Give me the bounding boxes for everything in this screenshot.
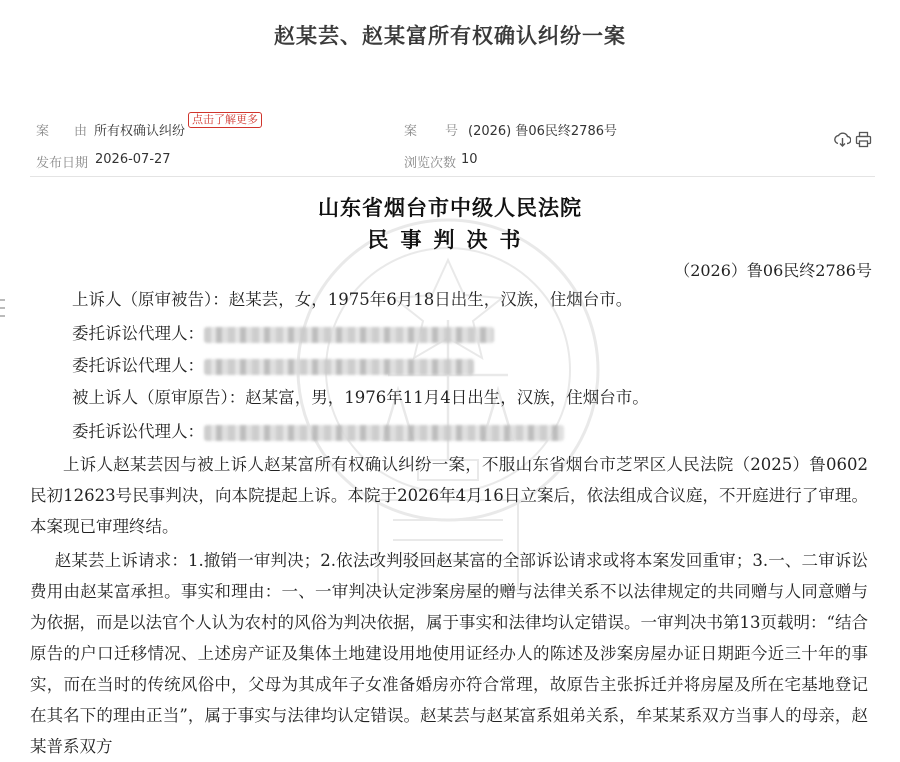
agent-label: 委托诉讼代理人： bbox=[72, 422, 204, 441]
document-body bbox=[30, 449, 868, 762]
agent-line-3 bbox=[72, 422, 564, 442]
redacted-name bbox=[204, 327, 494, 343]
court-name: 山东省烟台市中级人民法院 bbox=[318, 195, 582, 220]
paragraph-case-intro: 上诉人赵某芸因与被上诉人赵某富所有权确认纠纷一案，不服山东省烟台市芝罘区人民法院（2025）鲁0602民初12623号民事判决，向本院提起上诉。本院于2026年4月16日立案后，依法组成合议庭，不开庭进行了审理。本案现已审理终结。 bbox=[30, 455, 868, 536]
document-number: （2026）鲁06民终2786号 bbox=[674, 261, 872, 280]
learn-more-tag[interactable]: 点击了解更多 bbox=[188, 112, 262, 128]
view-count-label: 浏览次数 bbox=[404, 156, 457, 171]
case-reason-label: 案由 bbox=[36, 124, 113, 139]
agent-line-1 bbox=[72, 324, 494, 344]
agent-line-2 bbox=[72, 356, 474, 376]
download-icon[interactable] bbox=[834, 131, 851, 148]
side-drag-handle[interactable] bbox=[0, 299, 5, 329]
case-number-label: 案号 bbox=[404, 124, 487, 139]
document-type: 民事判决书 bbox=[367, 227, 533, 252]
toolbar-icons bbox=[834, 131, 872, 148]
case-title: 赵某芸、赵某富所有权确认纠纷一案 bbox=[274, 24, 626, 48]
print-icon[interactable] bbox=[855, 131, 872, 148]
header-divider bbox=[30, 176, 875, 177]
appellant-line: 上诉人（原审被告）：赵某芸，女，1975年6月18日出生，汉族，住烟台市。 bbox=[72, 290, 633, 309]
agent-label: 委托诉讼代理人： bbox=[72, 356, 204, 375]
redacted-name bbox=[204, 425, 564, 441]
publish-date-label: 发布日期 bbox=[36, 156, 89, 171]
agent-label: 委托诉讼代理人： bbox=[72, 324, 204, 343]
case-reason-value: 所有权确认纠纷 bbox=[94, 124, 186, 139]
publish-date-value: 2026-07-27 bbox=[95, 152, 171, 167]
redacted-name bbox=[204, 359, 474, 375]
case-number-value: (2026) 鲁06民终2786号 bbox=[468, 124, 617, 139]
appellee-line: 被上诉人（原审原告）：赵某富，男，1976年11月4日出生，汉族，住烟台市。 bbox=[72, 388, 649, 407]
view-count-value: 10 bbox=[461, 152, 478, 167]
paragraph-appeal-request: 赵某芸上诉请求：1.撤销一审判决；2.依法改判驳回赵某富的全部诉讼请求或将本案发回重审；3.一、二审诉讼费用由赵某富承担。事实和理由：一、一审判决认定涉案房屋的赠与法律关系不以法律规定的共同赠与人同意赠与为依据，而是以法官个人认为农村的风俗为判决依据，属于事实和法律均认定错误。一审判决书第13页载明：“结合原告的户口迁移情况、上述房产证及集体土地建设用地使用证经办人的陈述及涉案房屋办证日期距今近三十年的事实，而在当时的传统风俗中，父母为其成年子女准备婚房亦符合常理，故原告主张拆迁并将房屋及所在宅基地登记在其名下的理由正当”，属于事实与法律均认定错误。赵某芸与赵某富系姐弟关系，牟某某系双方当事人的母亲，赵某普系双方 bbox=[30, 551, 868, 756]
